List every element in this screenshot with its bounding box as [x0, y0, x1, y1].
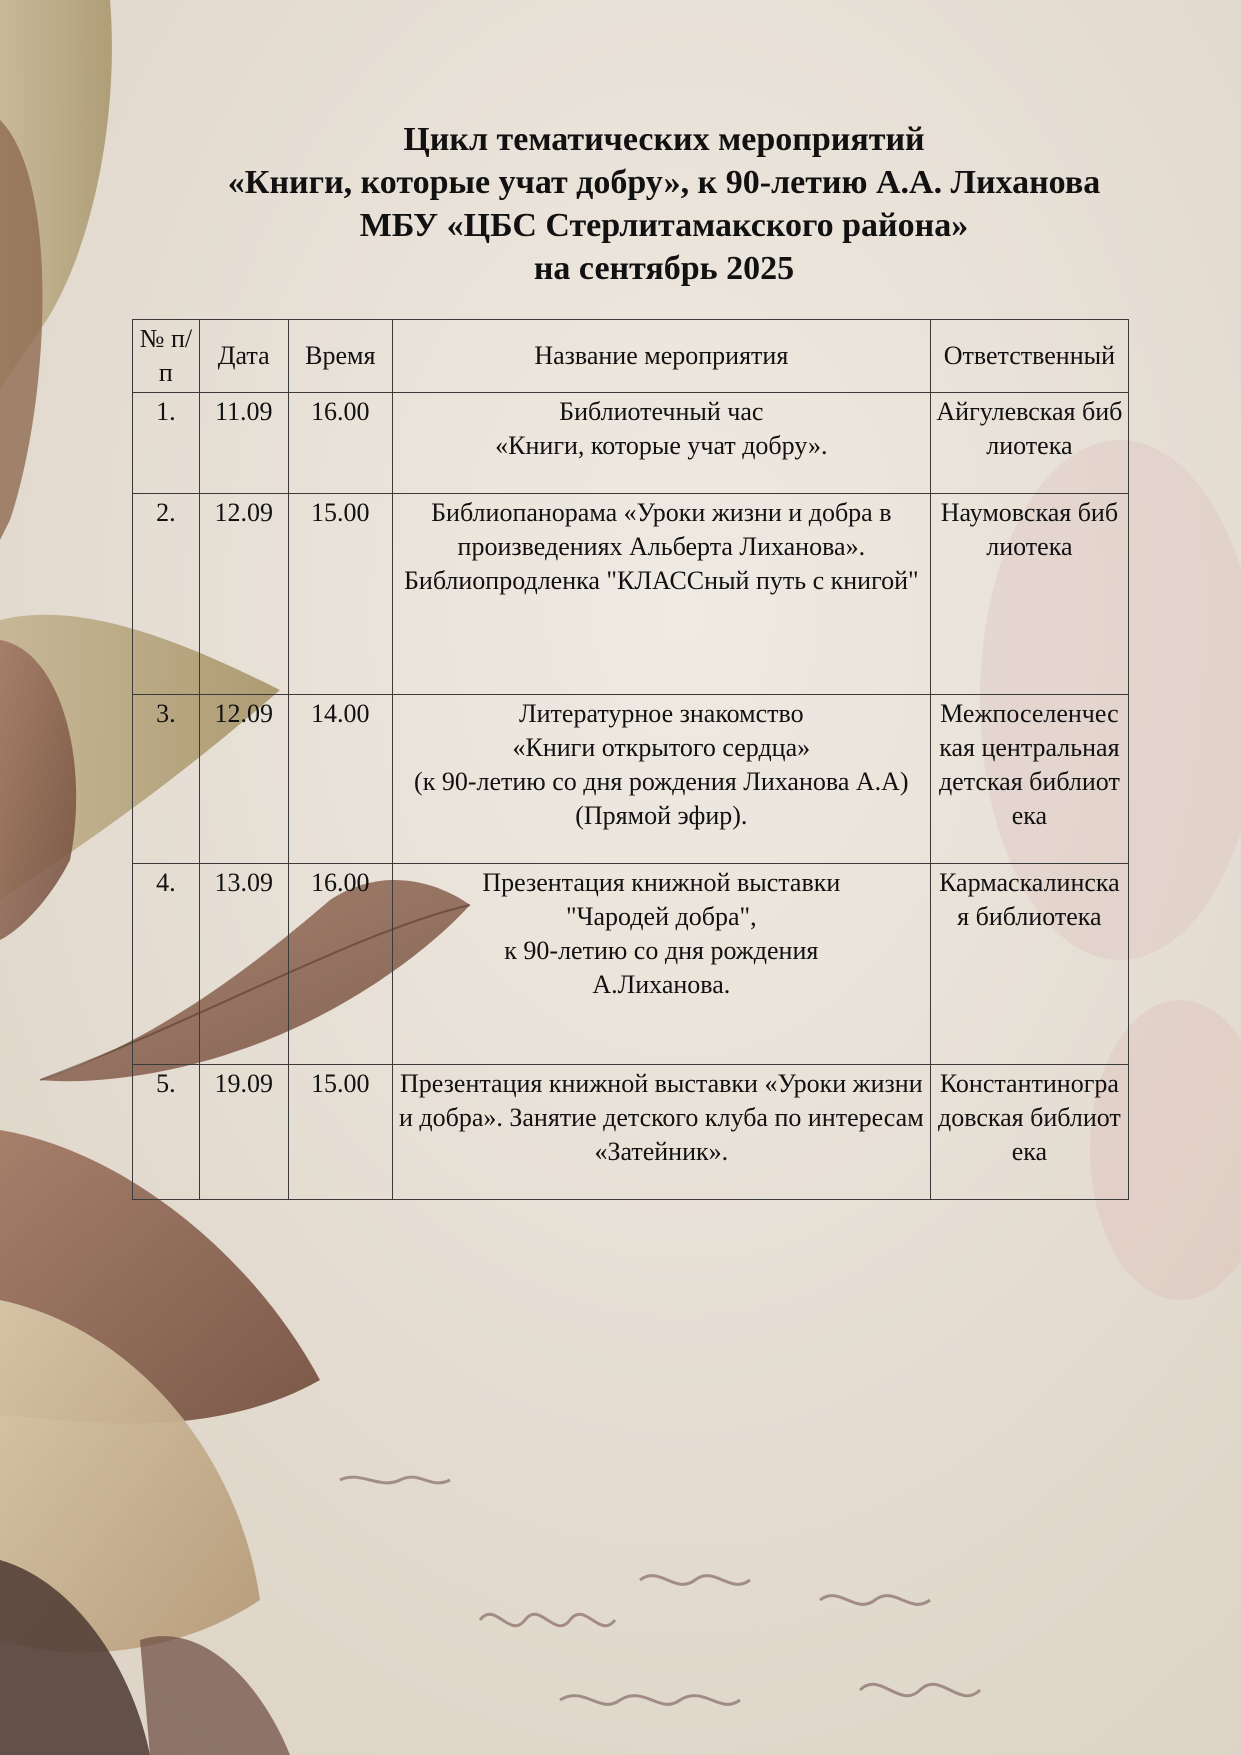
header-responsible: Ответственный — [930, 320, 1128, 393]
title-line-3: МБУ «ЦБС Стерлитамакского района» — [359, 207, 969, 244]
row-event-name — [392, 695, 930, 864]
row-event-name — [392, 1065, 930, 1200]
table-row — [133, 393, 1129, 494]
row-responsible: Наумовская библиотека — [930, 494, 1128, 695]
event-name-text: Презентация книжной выставки «Уроки жизни и добра». Занятие детского клуба по интересам «Затейник». — [398, 1069, 924, 1166]
row-date: 11.09 — [199, 393, 288, 494]
document-title — [132, 118, 1196, 290]
table-row — [133, 1065, 1129, 1200]
title-line-1: Цикл тематических мероприятий — [403, 121, 925, 158]
row-responsible: Айгулевская библиотека — [930, 393, 1128, 494]
title-line-4: на сентябрь 2025 — [533, 250, 795, 287]
header-time: Время — [288, 320, 392, 393]
row-date: 19.09 — [199, 1065, 288, 1200]
header-date: Дата — [199, 320, 288, 393]
table-row — [133, 494, 1129, 695]
row-date: 13.09 — [199, 864, 288, 1065]
title-line-2: «Книги, которые учат добру», к 90-летию А.А. Лиханова — [227, 164, 1101, 201]
event-name-text: Литературное знакомство «Книги открытого сердца» (к 90-летию со дня рождения Лиханова А.А) (Прямой эфир). — [414, 699, 909, 830]
events-table — [132, 319, 1129, 1200]
event-name-text: Библиотечный час «Книги, которые учат добру». — [495, 397, 828, 460]
row-event-name — [392, 864, 930, 1065]
event-name-text: Презентация книжной выставки "Чародей добра", к 90-летию со дня рождения А.Лиханова. — [482, 868, 841, 999]
row-time: 16.00 — [288, 864, 392, 1065]
header-num: № п/п — [133, 320, 200, 393]
row-event-name — [392, 393, 930, 494]
row-date: 12.09 — [199, 695, 288, 864]
row-num: 3. — [133, 695, 200, 864]
header-name: Название мероприятия — [392, 320, 930, 393]
row-num: 5. — [133, 1065, 200, 1200]
table-header-row — [133, 320, 1129, 393]
table-row — [133, 695, 1129, 864]
row-time: 14.00 — [288, 695, 392, 864]
row-time: 15.00 — [288, 1065, 392, 1200]
row-responsible: Кармаскалинская библиотека — [930, 864, 1128, 1065]
row-event-name — [392, 494, 930, 695]
row-date: 12.09 — [199, 494, 288, 695]
row-num: 4. — [133, 864, 200, 1065]
row-num: 1. — [133, 393, 200, 494]
row-time: 15.00 — [288, 494, 392, 695]
table-row — [133, 864, 1129, 1065]
row-responsible: Константиноградовская библиотека — [930, 1065, 1128, 1200]
row-time: 16.00 — [288, 393, 392, 494]
row-num: 2. — [133, 494, 200, 695]
event-name-text: Библиопанорама «Уроки жизни и добра в произведениях Альберта Лиханова». Библиопродленка "КЛАССный путь с книгой" — [403, 498, 919, 595]
row-responsible: Межпоселенческая центральная детская библиотека — [930, 695, 1128, 864]
